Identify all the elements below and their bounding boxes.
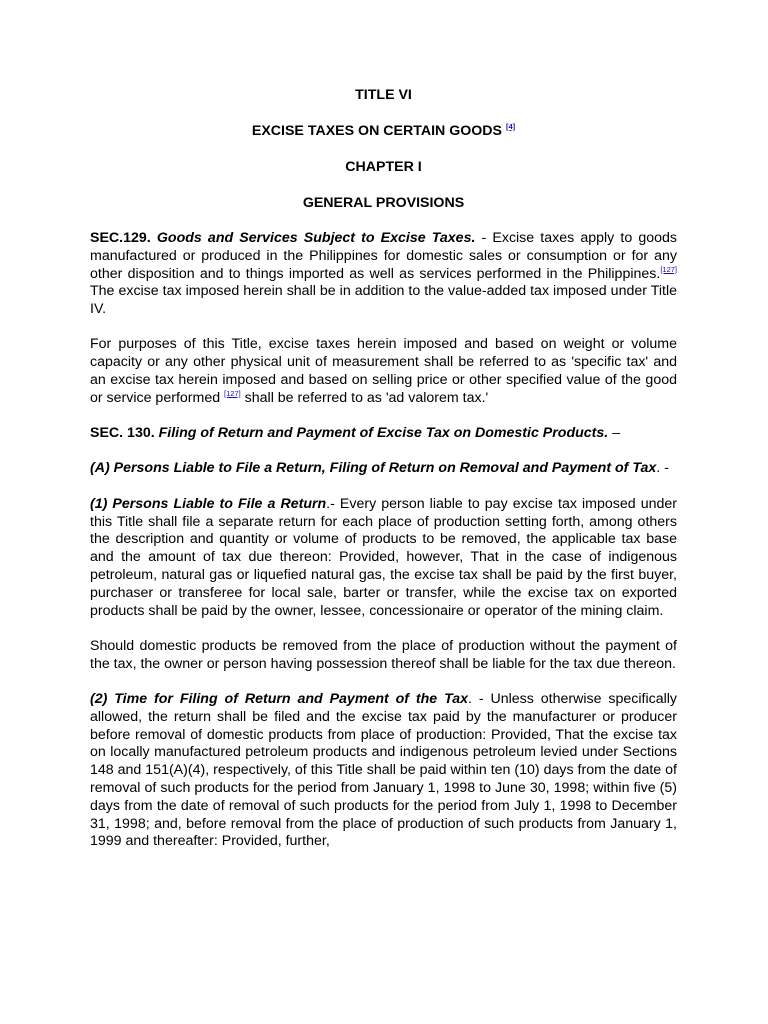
subsection-2-text: . - Unless otherwise specifically allowed, the return shall be filed and the excise tax paid by the manufacturer or producer before removal of domestic products from place of production: Provided, That the excise tax on locally manufactured petroleum products and indigenous petroleum levied under Sections 148 and 151(A)(4), respectively, of this Title shall be paid within ten (10) days from the date of removal of such products for the period from January 1, 1998 to June 30, 1998; within five (5) days from the date of removal of such products for the period from July 1, 1998 to December 31, 1998; and, before removal from the place of production of such products from January 1, 1999 and thereafter: Provided, further,	[90, 690, 677, 850]
subsection-1-heading: (1) Persons Liable to File a Return	[90, 495, 327, 512]
para2-text-1: For purposes of this Title, excise taxes herein imposed and based on weight or volume capacity or any other physical unit of measurement shall be referred to as 'specific tax' and an excise tax herein imposed and based on selling price or other specified value of the good or service performed	[90, 336, 677, 406]
subsection-a-suffix: . -	[656, 460, 669, 477]
para2-text-2: shall be referred to as 'ad valorem tax.'	[240, 389, 489, 406]
footnote-link-127[interactable]: [127]	[660, 264, 677, 274]
section-130	[90, 425, 677, 443]
sec129-heading: Goods and Services Subject to Excise Taxes.	[156, 230, 476, 246]
chapter-heading: CHAPTER I	[345, 159, 422, 175]
paragraph-specific-tax	[90, 336, 677, 407]
subsection-a	[90, 460, 677, 478]
subtitle	[90, 122, 677, 140]
footnote-link-4[interactable]: [4]	[505, 122, 516, 131]
footnote-link-127-b[interactable]: [127]	[224, 388, 241, 398]
section-129	[90, 230, 677, 319]
sec129-label: SEC.129.	[90, 230, 151, 246]
paragraph-removed-products: Should domestic products be removed from the place of production without the payment of the tax, the owner or person having possession thereof shall be liable for the tax due thereon.	[90, 637, 677, 672]
subsection-2	[90, 691, 677, 851]
sec129-text-2: The excise tax imposed herein shall be in addition to the value-added tax imposed under Title IV.	[90, 283, 677, 318]
sec129-text-1: - Excise taxes apply to goods manufactured or produced in the Philippines for domestic sales or consumption or for any other disposition and to things imported as well as services performed in the Philippines.	[90, 230, 677, 282]
sec130-heading: Filing of Return and Payment of Excise Tax on Domestic Products.	[158, 425, 609, 442]
subsection-a-heading: (A) Persons Liable to File a Return, Filing of Return on Removal and Payment of Tax	[90, 460, 657, 477]
subtitle-text: EXCISE TAXES ON CERTAIN GOODS	[251, 123, 503, 139]
sec130-label: SEC. 130.	[90, 425, 155, 442]
document-page	[90, 86, 677, 869]
title: TITLE VI	[355, 87, 412, 103]
chapter-title: GENERAL PROVISIONS	[302, 195, 465, 211]
sec130-suffix: –	[608, 425, 621, 442]
subsection-1	[90, 496, 677, 621]
subsection-1-text: .- Every person liable to pay excise tax imposed under this Title shall file a separate return for each place of production setting forth, among others the description and quantity or volume of products to be removed, the applicable tax base and the amount of tax due thereon: Provided, however, That in the case of indigenous petroleum, natural gas or liquefied natural gas, the excise tax shall be paid by the first buyer, purchaser or transferee for local sale, barter or transfer, while the excise tax on exported products shall be paid by the owner, lessee, concessionaire or operator of the mining claim.	[90, 495, 677, 619]
subsection-2-heading: (2) Time for Filing of Return and Payment of the Tax	[90, 690, 469, 707]
